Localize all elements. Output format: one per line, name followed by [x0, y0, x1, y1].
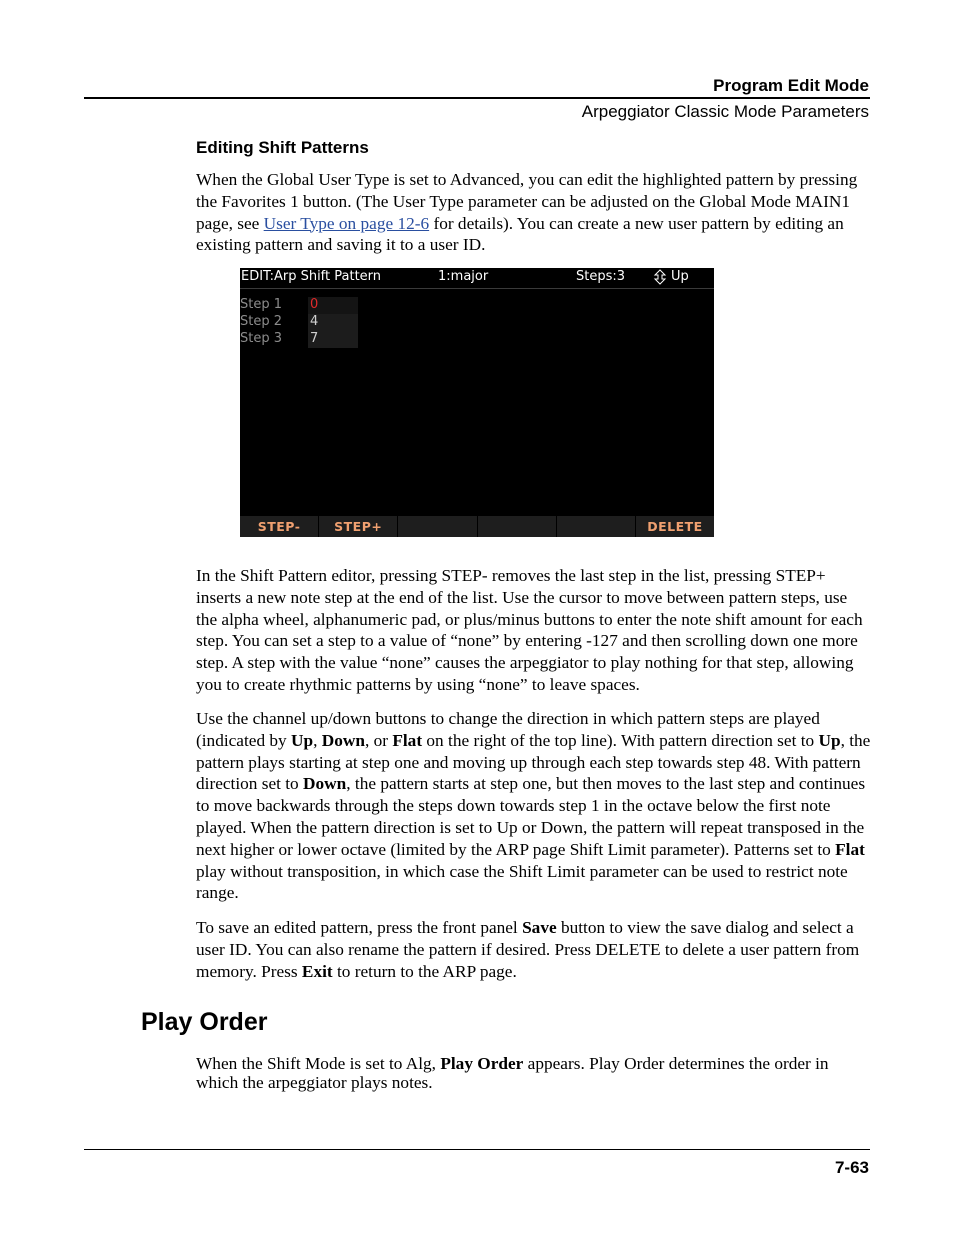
step-value[interactable]: 4: [308, 314, 358, 331]
play-order-heading: Play Order: [141, 1008, 268, 1036]
step-value[interactable]: 0: [308, 297, 358, 314]
play-order-paragraph: When the Shift Mode is set to Alg, Play Order appears. Play Order determines the order in which the arpeggiator plays notes.: [196, 1054, 829, 1092]
lcd-pattern-name: 1:major: [438, 269, 489, 284]
lcd-direction: Up: [671, 269, 689, 284]
save-paragraph: To save an edited pattern, press the front panel Save button to view the save dialog and select a user ID. You can also rename the pattern if desired. Press DELETE to delete a user pattern from memory. Press Exit to return to the ARP page.: [196, 918, 860, 981]
step-row[interactable]: [240, 297, 714, 314]
editing-shift-heading: Editing Shift Patterns: [196, 138, 369, 157]
user-type-link[interactable]: User Type on page 12-6: [263, 213, 430, 233]
editing-shift-paragraph: When the Global User Type is set to Advanced, you can edit the highlighted pattern by pressing the Favorites 1 button. (The User Type parameter can be adjusted on the Global Mode MAIN1 page, see User Type on page 12-6 for details). You can create a new user pattern by editing an existing pattern and saving it to a user ID.: [196, 170, 858, 255]
lcd-screen: [240, 268, 714, 537]
step-label: Step 2: [240, 314, 283, 329]
lcd-title: EDIT:Arp Shift Pattern: [241, 269, 382, 284]
softkey-empty[interactable]: [557, 516, 636, 537]
step-value[interactable]: 7: [308, 331, 358, 348]
lcd-top-line: [240, 268, 714, 289]
shift-editor-paragraph: In the Shift Pattern editor, pressing STEP- removes the last step in the list, pressing STEP+ inserts a new note step at the end of the list. Use the cursor to move between pattern steps, use the alpha wheel, alphanumeric pad, or plus/minus buttons to enter the note shift amount for each step. You can set a step to a value of “none” by entering -127 and then scrolling down one more step. A step with the value “none” causes the arpeggiator to play nothing for that step, allowing you to create rhythmic patterns by using “none” to leave spaces.: [196, 566, 863, 694]
softkey-delete[interactable]: DELETE: [636, 516, 714, 537]
step-row[interactable]: [240, 314, 714, 331]
step-label: Step 3: [240, 331, 283, 346]
up-down-arrows-icon: [652, 269, 668, 285]
step-row[interactable]: [240, 331, 714, 348]
section-title: Arpeggiator Classic Mode Parameters: [581, 102, 869, 121]
page-number: 7-63: [834, 1158, 869, 1177]
softkey-empty[interactable]: [398, 516, 477, 537]
softkey-empty[interactable]: [478, 516, 557, 537]
lcd-step-count: Steps:3: [576, 269, 626, 284]
softkey-step-plus[interactable]: STEP+: [319, 516, 398, 537]
footer-rule: [84, 1149, 870, 1150]
header-rule: [84, 97, 870, 99]
direction-paragraph: Use the channel up/down buttons to change the direction in which pattern steps are played (indicated by Up, Down, or Flat on the right of the top line). With pattern direction set to Up, the pattern plays starting at step one and moving up through each step towards step 48. With pattern direction set to Down, the pattern starts at step one, but then moves to the last step and continues to move backwards through the steps down towards step 1 in the octave below the first note played. When the pattern direction is set to Up or Down, the pattern will repeat transposed in the next higher or lower octave (limited by the ARP page Shift Limit parameter). Patterns set to Flat play without transposition, in which case the Shift Limit parameter can be used to restrict note range.: [196, 709, 871, 903]
chapter-title: Program Edit Mode: [713, 76, 869, 95]
step-label: Step 1: [240, 297, 283, 312]
softkey-bar: [240, 516, 714, 537]
softkey-step-minus[interactable]: STEP-: [240, 516, 319, 537]
